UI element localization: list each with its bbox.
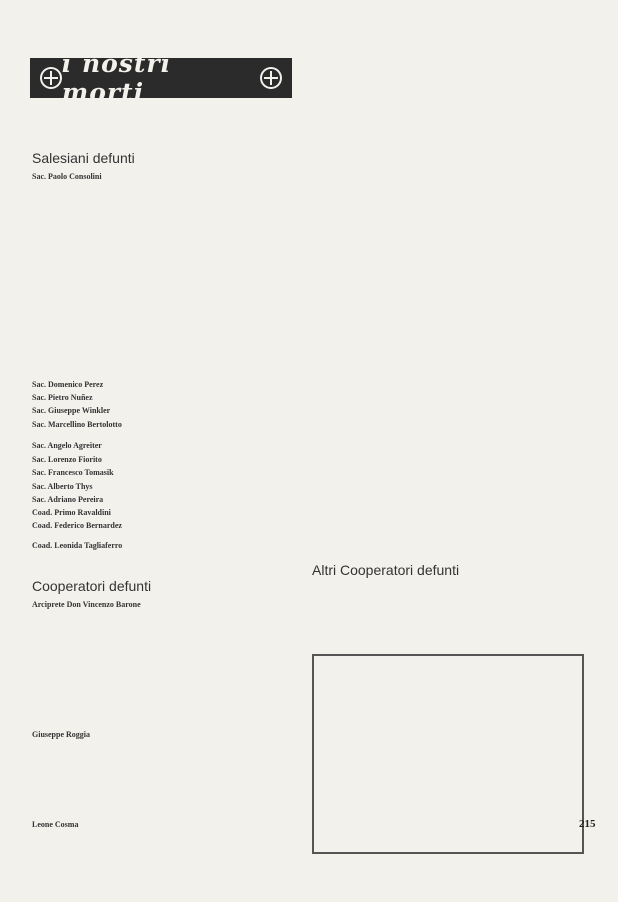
obituary-entry [32, 441, 294, 450]
deceased-name: Coad. Leonida Tagliaferro [32, 541, 123, 550]
deceased-name: Giuseppe Roggia [32, 730, 91, 739]
page-number: 215 [579, 818, 596, 830]
obituary-entry [32, 495, 294, 504]
deceased-name: Sac. Pietro Nuñez [32, 393, 93, 402]
obituary-entry [32, 730, 294, 739]
deceased-name: Sac. Alberto Thys [32, 482, 93, 491]
deceased-name: Sac. Giuseppe Winkler [32, 406, 111, 415]
cross-emblem-icon [260, 67, 282, 89]
section-heading-salesiani: Salesiani defunti [32, 150, 135, 166]
obituary-entry [32, 508, 294, 517]
deceased-name: Coad. Primo Ravaldini [32, 508, 111, 517]
masthead-title: i nostri morti [61, 49, 172, 107]
obituary-entry [32, 820, 294, 829]
section-heading-cooperatori: Cooperatori defunti [32, 578, 152, 594]
deceased-name: Sac. Francesco Tomasik [32, 468, 114, 477]
obituary-entry [32, 420, 294, 429]
right-column-text [312, 60, 584, 550]
obituary-entry [32, 521, 294, 530]
deceased-name: Coad. Federico Bernardez [32, 521, 122, 530]
obituary-entry [32, 600, 294, 609]
deceased-name: Sac. Marcellino Bertolotto [32, 420, 122, 429]
obituary-entry [32, 541, 294, 550]
altri-cooperatori-list [312, 584, 584, 640]
deceased-name: Arciprete Don Vincenzo Barone [32, 600, 141, 609]
obituary-entry [32, 468, 294, 477]
obituary-entry [32, 406, 294, 415]
deceased-name: Leone Cosma [32, 820, 79, 829]
salesiani-text [32, 172, 294, 370]
deceased-name: Sac. Adriano Pereira [32, 495, 104, 504]
obituary-entry [32, 455, 294, 464]
legacy-notice-box [312, 654, 584, 854]
deceased-name: Sac. Domenico Perez [32, 380, 104, 389]
cross-emblem-icon [40, 67, 62, 89]
deceased-name: Sac. Angelo Agreiter [32, 441, 102, 450]
obituary-entry [32, 172, 294, 181]
obituary-entry [32, 482, 294, 491]
deceased-name: Sac. Lorenzo Fiorito [32, 455, 102, 464]
obituary-entry [32, 393, 294, 402]
obituary-entry [32, 380, 294, 389]
section-heading-altri: Altri Cooperatori defunti [312, 562, 460, 578]
deceased-name: Sac. Paolo Consolini [32, 172, 102, 181]
masthead-banner [30, 49, 292, 107]
